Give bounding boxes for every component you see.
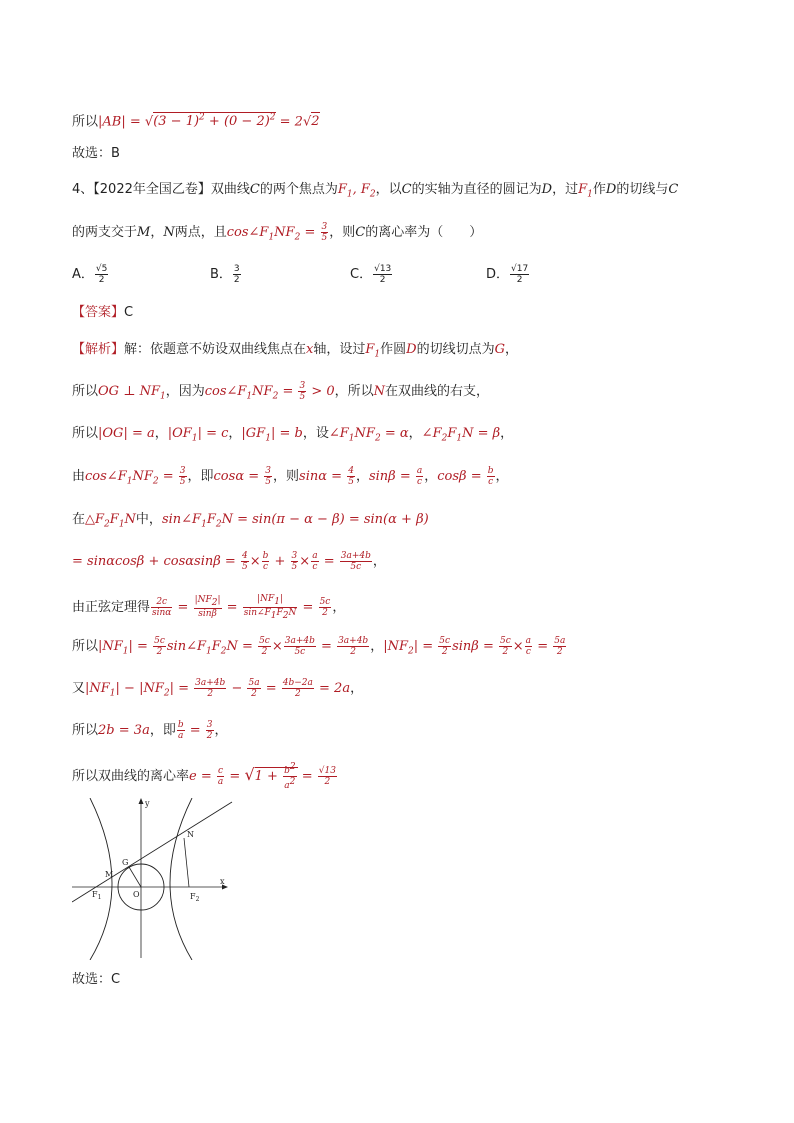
math: M (137, 225, 151, 240)
math: $\frac{3}{2}$ (233, 264, 240, 285)
label-y: y (145, 799, 150, 808)
math: 2b = 3a (98, 723, 150, 738)
text: 所以 (72, 723, 99, 738)
step-7: 所以$|NF_1|$ = $\frac{5c}{2}$ $\sin\angle F_1F_2N$ = $\frac{5c}{2}$ × $\frac{3a+4b}{5c}$ = $\frac{3a+4b}{2}$ ，$|NF_2|$ = $\frac{5c}{2}$ sinβ = $\frac{5c}{2}$ × $\frac{a}{c}$ = $\frac{5a}{2}$ (72, 636, 566, 657)
text: 在 (72, 512, 86, 527)
option-a[interactable] (72, 264, 109, 285)
math: $\frac{b}{a}$ = $\frac{3}{2}$ (177, 720, 213, 741)
text: 的切线切点为 (416, 342, 495, 357)
math: $|NF_1|$ = $\frac{5c}{2}$ $\sin\angle F_1F_2N$ = $\frac{5c}{2}$ × $\frac{3a+4b}{5c}$ = $\frac{3a+4b}{2}$ (98, 636, 369, 657)
option-b[interactable] (210, 264, 242, 285)
math: C (249, 182, 260, 197)
math: $\cos\angle F_1NF_2$ = $\frac{3}{5}$ > 0 (204, 381, 335, 402)
label-g: G (122, 858, 129, 867)
segment-nf2 (184, 838, 189, 887)
math: e = $\frac{c}{a}$ = √1 + $\frac{b^2}{a^2}$ = $\frac{√13}{2}$ (189, 762, 336, 791)
label-f2 (190, 892, 200, 903)
text: 1 (97, 894, 102, 901)
answer-tag: 【答案】 (72, 305, 125, 320)
text: 中， (135, 512, 162, 527)
text: D． (486, 267, 510, 282)
math: cosβ = $\frac{b}{c}$ (437, 466, 494, 487)
text: 又 (72, 681, 86, 696)
math: D (406, 342, 417, 357)
math: cosα = $\frac{3}{5}$ (213, 466, 272, 487)
step-6: 由正弦定理得 $\frac{2c}{\sin\alpha}$ = $\frac{|NF_2|}{\sin\beta}$ = $\frac{|NF_1|}{\sin\angle F_1F_2N}$ = $\frac{5c}{2}$ ， (72, 594, 346, 621)
y-axis-arrow (139, 798, 144, 804)
math: x (306, 342, 314, 357)
math: $F_1$ (365, 342, 381, 360)
math: C (668, 182, 679, 197)
text: 解：依题意不妨设双曲线焦点在 (124, 342, 307, 357)
math: $|GF_1| = b$ (241, 426, 303, 444)
math: $\frac{√5}{2}$ (95, 264, 108, 285)
math: OG ⊥ $NF_1$ (98, 384, 166, 402)
text: 由 (72, 469, 86, 484)
text: C． (350, 267, 373, 282)
step-10 (72, 762, 338, 791)
text: 轴，设过 (313, 342, 366, 357)
label-o: O (133, 890, 140, 899)
text: 作圆 (380, 342, 407, 357)
text: 所以 (72, 426, 99, 441)
math: $|NF_2|$ = $\frac{5c}{2}$ sinβ = $\frac{5c}{2}$ × $\frac{a}{c}$ = $\frac{5a}{2}$ (383, 636, 566, 657)
segment-og (129, 867, 141, 887)
math: C (355, 225, 366, 240)
math: $\angle F_1NF_2 = \alpha$ (328, 426, 409, 444)
text: 所以 (72, 384, 99, 399)
text: 的实轴为直径的圆记为 (411, 182, 542, 197)
analysis-tag: 【解析】 (72, 342, 125, 357)
math: $\frac{√17}{2}$ (511, 264, 529, 285)
choice-b-line: 故选：B (72, 146, 120, 161)
text: 2 (195, 896, 200, 903)
math: $F_1$, $F_2$ (337, 182, 376, 200)
text: ，过 (552, 182, 579, 197)
step-5: = sinαcosβ + cosαsinβ = $\frac{4}{5}$ × $\frac{b}{c}$ + $\frac{3}{5}$ × $\frac{a}{c}$ = $\frac{3a+4b}{5c}$ ， (72, 551, 386, 572)
hyperbola-right-branch (170, 798, 192, 960)
text: F (190, 892, 196, 901)
label-f1 (92, 890, 101, 901)
math: $|NF_1| - |NF_2|$ = $\frac{3a+4b}{2}$ − $\frac{5a}{2}$ = $\frac{4b-2a}{2}$ = 2a (85, 678, 351, 699)
math: $\angle F_2F_1N = \beta$ (421, 426, 501, 444)
math: N (163, 225, 175, 240)
math: $\sin\angle F_1F_2N = \sin(\pi - \alpha - \beta) = \sin(\alpha + \beta)$ (161, 512, 429, 530)
text: A． (72, 267, 94, 282)
text: B． (210, 267, 232, 282)
text: ，则 (273, 469, 300, 484)
step-4 (72, 510, 429, 535)
text: 的两个焦点为 (259, 182, 338, 197)
text: ，因为 (165, 384, 205, 399)
text: 的切线与 (616, 182, 669, 197)
math: D (541, 182, 553, 197)
answer-line (72, 303, 133, 323)
math: $\cos\angle F_1NF_2$ = $\frac{3}{5}$ (226, 222, 328, 243)
math: G (494, 342, 506, 357)
text: 由正弦定理得 (72, 599, 151, 615)
text: ，即 (149, 723, 176, 738)
text: 的离心率为（ ） (365, 225, 483, 240)
question-line-1 (72, 180, 678, 205)
text: 作 (592, 182, 606, 197)
math: C (401, 182, 412, 197)
question-source: 【2022年全国乙卷】 (93, 182, 211, 197)
question-number: 4、 (72, 182, 94, 197)
math: D (605, 182, 617, 197)
hyperbola-figure (72, 798, 242, 960)
option-c[interactable] (350, 264, 393, 285)
math: $\frac{2c}{\sin\alpha}$ = $\frac{|NF_2|}{\sin\beta}$ = $\frac{|NF_1|}{\sin\angle F_1F_2N}$ = $\frac{5c}{2}$ (152, 594, 331, 621)
math-ab: $|AB| = √(3 - 1)^2 + (0 - 2)^2 = 2√2$ (98, 113, 320, 130)
step-3: 由$\cos\angle F_1NF_2$ = $\frac{3}{5}$ ，即cosα = $\frac{3}{5}$ ，则sinα = $\frac{4}{5}$ ，sinβ = $\frac{a}{c}$ ，cosβ = $\frac{b}{c}$ ， (72, 466, 509, 487)
text: 所以 (72, 639, 99, 654)
step-9: 所以2b = 3a，即 $\frac{b}{a}$ = $\frac{3}{2}$ ， (72, 720, 228, 741)
step-1 (72, 381, 489, 407)
text: 的两支交于 (72, 225, 138, 240)
text: F (92, 890, 98, 899)
text: ，以 (375, 182, 402, 197)
math: $\frac{√13}{2}$ (374, 264, 392, 285)
math: $|OF_1| = c$ (167, 426, 229, 444)
text: ，则 (329, 225, 356, 240)
text: 所以双曲线的离心率 (72, 769, 190, 784)
question-line-2: 的两支交于M，N两点，且$\cos\angle F_1NF_2$ = $\frac{3}{5}$ ，则C的离心率为（ ） (72, 222, 483, 243)
option-d[interactable] (486, 264, 530, 285)
text: 双曲线 (210, 182, 250, 197)
label-m: M (105, 870, 114, 879)
text: 所以 (72, 114, 99, 130)
answer-value: C (124, 305, 134, 320)
step-8: 又$|NF_1| - |NF_2|$ = $\frac{3a+4b}{2}$ − $\frac{5a}{2}$ = $\frac{4b-2a}{2}$ = 2a， (72, 678, 364, 699)
text: 两点，且 (174, 225, 227, 240)
text: ，所以 (334, 384, 374, 399)
label-n: N (187, 830, 194, 839)
math: $F_1$ (578, 182, 593, 200)
text: ，设 (302, 426, 329, 441)
distance-line (72, 108, 320, 132)
math: sinα = $\frac{4}{5}$ (299, 466, 354, 487)
math: = sinαcosβ + cosαsinβ = $\frac{4}{5}$ × $\frac{b}{c}$ + $\frac{3}{5}$ × $\frac{a}{c}$ = $\frac{3a+4b}{5c}$ (72, 551, 371, 572)
analysis-line: 【解析】解：依题意不妨设双曲线焦点在x轴，设过$F_1$作圆D的切线切点为G， (72, 342, 519, 360)
step-2: 所以|OG| = a，$|OF_1| = c$，$|GF_1| = b$，设$\angle F_1NF_2 = \alpha$，$\angle F_2F_1N = \beta$， (72, 426, 514, 444)
label-x: x (220, 877, 225, 886)
math: $\triangle F_2F_1N$ (85, 512, 136, 530)
final-choice-line: 故选：C (72, 972, 121, 987)
math: |OG| = a (98, 426, 155, 441)
math: $\cos\angle F_1NF_2$ = $\frac{3}{5}$ (85, 466, 186, 487)
text: 在双曲线的右支， (385, 384, 490, 399)
math: N (373, 384, 386, 399)
text: ，即 (187, 469, 214, 484)
math: sinβ = $\frac{a}{c}$ (368, 466, 423, 487)
